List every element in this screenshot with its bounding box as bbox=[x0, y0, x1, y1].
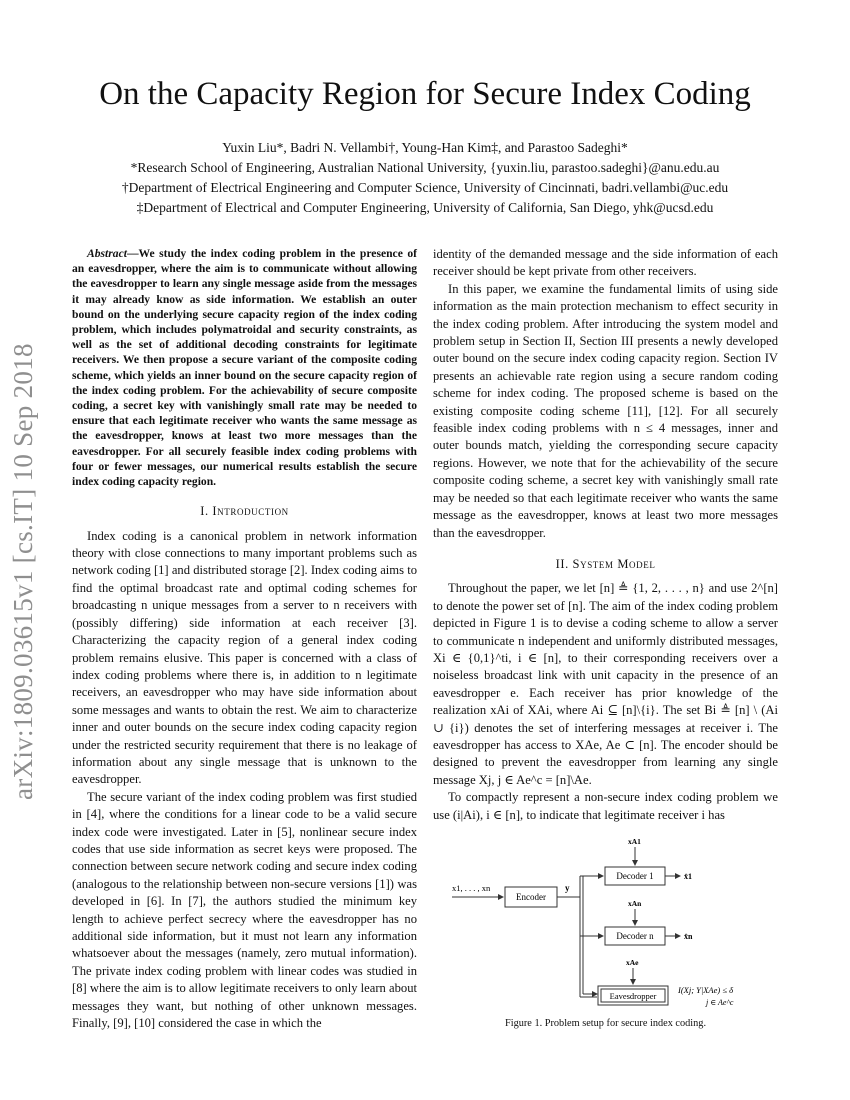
decodern-label: Decoder n bbox=[616, 931, 654, 941]
figure-caption: Figure 1. Problem setup for secure index coding. bbox=[504, 1018, 707, 1029]
right-column bbox=[433, 246, 778, 824]
encoder-label: Encoder bbox=[516, 892, 546, 902]
sidee-label: xAe bbox=[626, 958, 639, 967]
paper-title: On the Capacity Region for Secure Index Coding bbox=[99, 76, 751, 112]
abstract-text: —We study the index coding problem in the presence of an eavesdropper, where the aim is to communicate without allowing the eavesdropper to learn any single message aside from the messages it may already know as side information. We establish an outer bound on the underlying secure capacity region of the index coding problem, which includes polymatroidal and security constraints, as well as the set of additional decoding constraints for legitimate receivers. We then propose a secure variant of the composite coding scheme, which yields an inner bound on the secure capacity region of the index coding problem. For the achievability of secure composite coding, a secret key with vanishingly small rate may be needed to ensure that each legitimate receiver who wants the same message as the eavesdropper, knows at least two more messages than the eavesdropper. For all securely feasible index coding problems with four or fewer messages, our numerical results establish the secure index coding capacity region. bbox=[72, 247, 417, 489]
intro-paragraph-2: The secure variant of the index coding problem was first studied in [4], where the conditions for a linear code to be a valid secure index code were investigated. Later in [5], nonlinear secure index codes that use side information as secret keys were proposed. The connection between secure network coding and secure index coding (analogous to the relationship between non-secure versions [1]) was developed in [6]. In [7], the authors studied the minimum key length to achieve perfect secrecy where the eavesdropper has no additional side information, but it must not learn any information whatsoever about the messages (namely, zero mutual information). The private index coding problem with linear codes was studied in [8] where the aim is to allow legitimate receivers to only learn about messages they want, but nothing of other unknown messages. Finally, [9], [10] considered the case in which the bbox=[72, 789, 417, 1031]
right-paragraph-0: identity of the demanded message and the side information of each receiver should be kept private from other receivers. bbox=[433, 247, 778, 279]
intro-paragraph-1: Index coding is a canonical problem in network information theory with close connections to many important problems such as network coding [1] and distributed storage [2]. Index coding aims to find the optimal broadcast rate and optimal coding schemes for broadcasting n unique messages from a server to n receivers with (possibly differing) side information at each receiver [3]. Characterizing the capacity region of a general index coding problem remains elusive. This paper is concerned with a class of index coding problems where there is, in addition to n legitimate receivers, an eavesdropper who may have side information about some messages and wants to obtain the rest. We aim to characterize inner and outer bounds on the secure index coding capacity region under the restricted security requirement that there is no leakage of information about any single message that is unknown to the eavesdropper. bbox=[72, 528, 417, 787]
figure-1-diagram bbox=[440, 835, 780, 1035]
y-label: y bbox=[565, 883, 570, 893]
left-column bbox=[72, 246, 417, 1032]
intro-heading: I. Introduction bbox=[200, 504, 289, 519]
affiliation-1: *Research School of Engineering, Australian National University, {yuxin.liu, parastoo.sadeghi}@anu.edu.au bbox=[130, 160, 720, 175]
outn-label: x̂n bbox=[684, 932, 693, 941]
decoder1-label: Decoder 1 bbox=[616, 871, 654, 881]
author-names: Yuxin Liu*, Badri N. Vellambi†, Young-Han Kim‡, and Parastoo Sadeghi* bbox=[222, 140, 628, 155]
arxiv-stamp bbox=[0, 260, 50, 800]
out1-label: x̂1 bbox=[684, 872, 692, 881]
eavesdropper-label: Eavesdropper bbox=[609, 991, 657, 1001]
author-block bbox=[60, 138, 790, 218]
model-paragraph-2: To compactly represent a non-secure index coding problem we use (i|Ai), i ∈ [n], to indicate that legitimate receiver i has bbox=[433, 790, 778, 822]
affiliation-3: ‡Department of Electrical and Computer Engineering, University of California, San Diego, yhk@ucsd.edu bbox=[136, 200, 714, 215]
affiliation-2: †Department of Electrical Engineering and Computer Science, University of Cincinnati, badri.vellambi@uc.edu bbox=[121, 180, 729, 195]
arxiv-id: arXiv:1809.03615v1 [cs.IT] 10 Sep 2018 bbox=[8, 343, 38, 800]
right-paragraph-1: In this paper, we examine the fundamental limits of using side information as the main protection mechanism to effect security in the index coding problem. After introducing the system model and problem setup in Section II, Section III presents a newly developed outer bound on the secure index coding capacity region. Section IV presents an achievable rate region using a secure random coding scheme for index coding. The proposed scheme is based on the existing composite coding scheme [11], [12]. For all securely feasible index coding problems with n ≤ 4 messages, inner and outer bounds match, yielding the corresponding secure capacity regions. However, we note that for the achievability of the secure composite coding scheme, a secret key with vanishingly small rate may be needed so that each legitimate receiver who wants the same message as the eavesdropper, knows at least two more messages than the eavesdropper. bbox=[433, 281, 778, 540]
input-label: x1, . . . , xn bbox=[452, 883, 491, 893]
abstract-label: Abstract bbox=[87, 247, 127, 260]
siden-label: xAn bbox=[628, 899, 642, 908]
side1-label: xA1 bbox=[628, 837, 641, 846]
abstract bbox=[72, 246, 417, 489]
constraint-line-1: I(Xj; Y|XAe) ≤ δ bbox=[678, 985, 734, 995]
model-paragraph-1: Throughout the paper, we let [n] ≜ {1, 2, . . . , n} and use 2^[n] to denote the power set of [n]. The aim of the index coding problem depicted in Figure 1 is to devise a coding scheme to allow a server to communicate n independent and uniformly distributed messages, Xi ∈ {0,1}^ti, i ∈ [n], to their corresponding receivers over a noiseless broadcast link with unit capacity in the presence of an eavesdropper e. Each receiver has prior knowledge of the realization xAi of XAi, where Ai ⊆ [n]\{i}. The set Bi ≜ [n] \ (Ai ∪ {i}) denotes the set of interfering messages at receiver i. The eavesdropper has access to XAe, Ae ⊂ [n]. The encoder should be designed to prevent the eavesdropper from learning any single message Xj, j ∈ Ae^c = [n]\Ae. bbox=[433, 581, 778, 787]
model-heading: II. System Model bbox=[555, 556, 656, 571]
constraint-line-2: j ∈ Ae^c bbox=[706, 998, 734, 1007]
